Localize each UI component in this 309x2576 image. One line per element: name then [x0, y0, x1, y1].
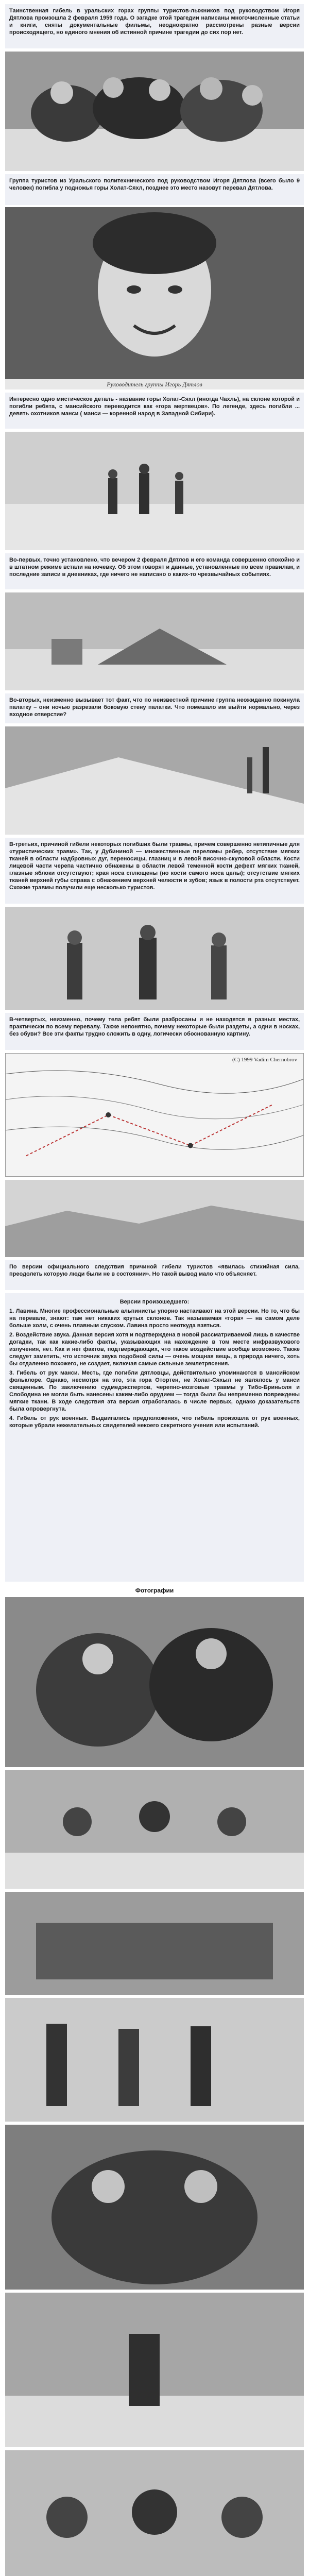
photos-title: Фотографии: [135, 1587, 174, 1594]
gallery-photo-7: [5, 2450, 304, 2576]
gallery-photo-5: [5, 2125, 304, 2290]
conclusion-text: По версии официального следствия причиной гибели туристов «явилась стихийная сила, преодолеть которую люди были не в состоянии». Но такой вывод мало что объясняет.: [5, 1260, 304, 1290]
version-3: 3. Гибель от рук манси. Месть, где погибли дятловцы, действительно упоминаются в мансийском фольклоре. Однако, несмотря на это, эта гора Отортен, не Холат-Сяхыл не являлось у манси священным. По заключению судмедэкспертов, черепно-мозговые травмы у Тибо-Бриньоля и Слободина не могли быть нанесены каким-либо орудием — тогда были бы непременно повреждены мягкие ткани. В ходе следствия эта версия отработалась в числе первых, однако доказательств была опровергнута.: [9, 1370, 300, 1412]
gallery-photo-4: [5, 1998, 304, 2122]
fourth-fact-text: В-четвертых, неизменно, почему тела ребят были разбросаны и не находятся в разных местах, практически по всему перевалу. Также непонятно, почему некоторые были раздеты, а одни в носках, без обуви? Все эти факты трудно сложить в одну, логически обоснованную картину.: [5, 1013, 304, 1050]
landscape-photo: [5, 1180, 304, 1257]
third-fact-text: В-третьих, причиной гибели некоторых погибших были травмы, причем совершенно нетипичные для «туристических травм». Так, у Дубининой — множественные переломы ребер, отсутствие мягких тканей в области надбровных дуг, переносицы, глазниц и в левой височно-скуловой области. Кости лицевой части черепа частично обнажены в области левой теменной кости дефект мягких тканей, глазные яблоки отсутствуют; края носа сплющены (но кости самого носа целы); отсутствие мягких тканей верхней губы справа с обнажением верхней челюсти и зубов; язык в полости рта отсутствует. Схожие травмы получили еще несколько туристов.: [5, 838, 304, 904]
group-text: Группа туристов из Уральского политехнического под руководством Игоря Дятлова (всего было 9 человек) погибла у подножья горы Холат-Сяхл, позднее это место назовут перевал Дятлова.: [5, 174, 304, 205]
gallery-photo-1: [5, 1597, 304, 1767]
investigators-photo: [5, 907, 304, 1010]
version-1: 1. Лавина. Многие профессиональные альпинисты упорно настаивают на этой версии. Но то, что бы на перевале, знают: там нет никаких крутых склонов. Так называемая «гора» — на самом деле больше холм, с очень плавным спуском. Лавина просто неоткуда взяться.: [9, 1308, 300, 1329]
second-fact-text: Во-вторых, неизменно вызывает тот факт, что по неизвестной причине группа неожиданно покинула палатку – они ночью разрезали боковую стену палатки. Что помешало им выйти нормально, через входное отверстие?: [5, 693, 304, 723]
mountain-name-text: Интересно одно мистическое деталь - название горы Холат-Сяхл (иногда Чахль), на склоне которой и погибли ребята, с мансийского переводится как «гора мертвецов». По легенде, здесь погибли ... девять охотников манси ( манси — коренной народ в Западной Сибири).: [5, 393, 304, 429]
dyatlov-photo: [5, 207, 304, 389]
intro-text: Таинственная гибель в уральских горах группы туристов-лыжников под руководством Игоря Дятлова произошла 2 февраля 1959 года. О загадке этой трагедии написаны многочисленные статьи и книги, сняты документальные фильмы, неоднократно рассмотрены разные версии происходящего, но единого мнения об истинной причине трагедии до сих пор нет.: [5, 4, 304, 48]
tent-photo: [5, 592, 304, 690]
dyatlov-caption: Руководитель группы Игорь Дятлов: [5, 379, 304, 389]
map-copyright: (C) 1999 Vadim Chernobrov: [232, 1057, 297, 1063]
versions-title: Версии произошедшего:: [119, 1299, 190, 1305]
skiers-photo: [5, 432, 304, 550]
first-fact-text: Во-первых, точно установлено, что вечером 2 февраля Дятлов и его команда совершенно спокойно и в штатном режиме встали на ночевку. Об этом говорят и данные, установленные по всем правилам, и последние записи в дневниках, где ничего не написано о каких-то чрезвычайных событиях.: [5, 553, 304, 589]
versions-block: [5, 1293, 304, 1582]
gallery-photo-6: [5, 2293, 304, 2447]
route-map: [5, 1053, 304, 1177]
gallery-photo-2: [5, 1770, 304, 1889]
version-2: 2. Воздействие звука. Данная версия хотя и подтверждена в новой рассматриваемой лишь в качестве догадки, так как какие-либо факты, указывающих на нахождение в том месте инфразвукового излучения, нет. Как и нет фактов, подтверждающих, что такое воздействие вообще возможно. Также следует заметить, что источник звука подобной силы — очень мощная вещь, а природа ничего, хоть бы отдаленно похожего, не создает, включая самые сильные землетрясения.: [9, 1332, 300, 1367]
version-4: 4. Гибель от рук военных. Выдвигались предположения, что гибель произошла от рук военных, которые убрали нежелательных свидетелей некоего секретного учения или испытаний.: [9, 1415, 300, 1429]
slope-photo: [5, 726, 304, 835]
group-photo: [5, 52, 304, 171]
gallery-photo-3: [5, 1892, 304, 1995]
